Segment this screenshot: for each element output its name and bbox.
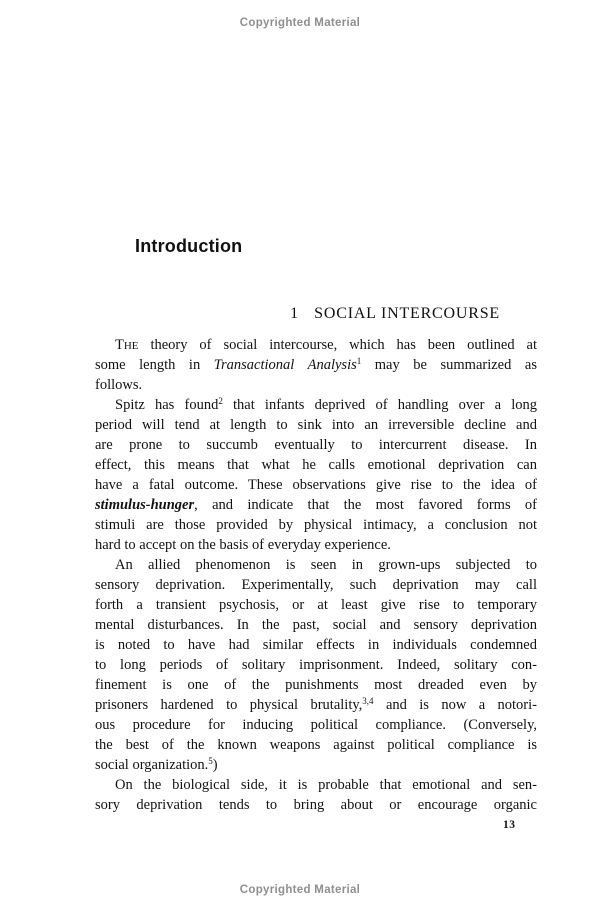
body-text [95, 335, 537, 815]
text-line [95, 655, 537, 675]
text-segment: finement is one of the punishments most dreaded even by [95, 677, 537, 693]
text-line [95, 395, 537, 415]
text-segment: theory of social intercourse, which has been outlined at [138, 337, 537, 353]
text-segment: ous procedure for inducing political compliance. (Conversely, [95, 717, 537, 733]
text-segment: and is now a notori- [373, 697, 537, 713]
text-segment: forth a transient psychosis, or at least give rise to temporary [95, 597, 537, 613]
footnote-reference: 1 [356, 356, 362, 366]
footnote-reference: 2 [218, 396, 223, 406]
text-line [95, 455, 537, 475]
section-number: 1 [290, 305, 299, 322]
text-segment: Transactional Analysis [213, 357, 357, 373]
text-line [95, 495, 537, 515]
text-line [95, 415, 537, 435]
text-segment: On the biological side, it is probable that emotional and sen- [115, 777, 537, 793]
text-line [95, 735, 537, 755]
text-segment: An allied phenomenon is seen in grown-ups subjected to [115, 557, 537, 573]
text-line [95, 515, 537, 535]
text-segment: prisoners hardened to physical brutality, [95, 697, 363, 713]
text-line [95, 695, 537, 715]
text-segment: sensory deprivation. Experimentally, such deprivation may call [95, 577, 537, 593]
text-segment: the best of the known weapons against political compliance is [95, 737, 537, 753]
text-segment: to long periods of solitary imprisonment. Indeed, solitary con- [95, 657, 537, 673]
text-segment: effect, this means that what he calls emotional deprivation can [95, 457, 537, 473]
page-number: 13 [503, 819, 516, 831]
text-line [95, 535, 537, 555]
text-line [95, 615, 537, 635]
text-line [95, 575, 537, 595]
paragraph [95, 395, 537, 555]
text-segment: period will tend at length to sink into an irreversible decline and [95, 417, 537, 433]
text-line [95, 475, 537, 495]
text-line [95, 555, 537, 575]
section-title: SOCIAL INTERCOURSE [314, 305, 500, 322]
text-segment: hard to accept on the basis of everyday experience. [95, 537, 391, 553]
footnote-reference: 5 [208, 756, 213, 766]
text-line [95, 755, 537, 775]
text-segment: social organization. [95, 757, 209, 773]
text-line [95, 715, 537, 735]
text-line [95, 595, 537, 615]
text-segment: HE [123, 340, 139, 352]
text-segment: Spitz has found [115, 397, 219, 413]
text-line [95, 375, 537, 395]
text-segment: ) [212, 757, 218, 773]
chapter-title: Introduction [135, 236, 243, 256]
paragraph [95, 335, 537, 395]
text-segment: stimulus-hunger [95, 497, 195, 513]
section-heading [95, 305, 537, 323]
copyright-notice-top: Copyrighted Material [239, 17, 361, 29]
text-line [95, 775, 537, 795]
text-segment: some length in [95, 357, 214, 373]
text-segment: follows. [95, 377, 143, 393]
text-segment: may be summarized as [361, 357, 537, 373]
text-segment: T [115, 337, 124, 353]
text-line [95, 635, 537, 655]
text-line [95, 355, 537, 375]
text-line [95, 675, 537, 695]
text-segment: stimuli are those provided by physical intimacy, a conclusion not [95, 517, 537, 533]
text-segment: , and indicate that the most favored forms of [194, 497, 537, 513]
text-line [95, 795, 537, 815]
text-segment: are prone to succumb eventually to intercurrent disease. In [95, 437, 537, 453]
text-segment: mental disturbances. In the past, social and sensory deprivation [95, 617, 537, 633]
text-segment: that infants deprived of handling over a long [222, 397, 537, 413]
text-segment: have a fatal outcome. These observations give rise to the idea of [95, 477, 537, 493]
footnote-reference: 3,4 [362, 696, 374, 706]
paragraph [95, 555, 537, 775]
text-line [95, 435, 537, 455]
text-line [95, 335, 537, 355]
text-segment: sory deprivation tends to bring about or encourage organic [95, 797, 537, 813]
paragraph [95, 775, 537, 815]
text-segment: is noted to have had similar effects in individuals condemned [95, 637, 537, 653]
copyright-notice-bottom: Copyrighted Material [239, 884, 361, 896]
